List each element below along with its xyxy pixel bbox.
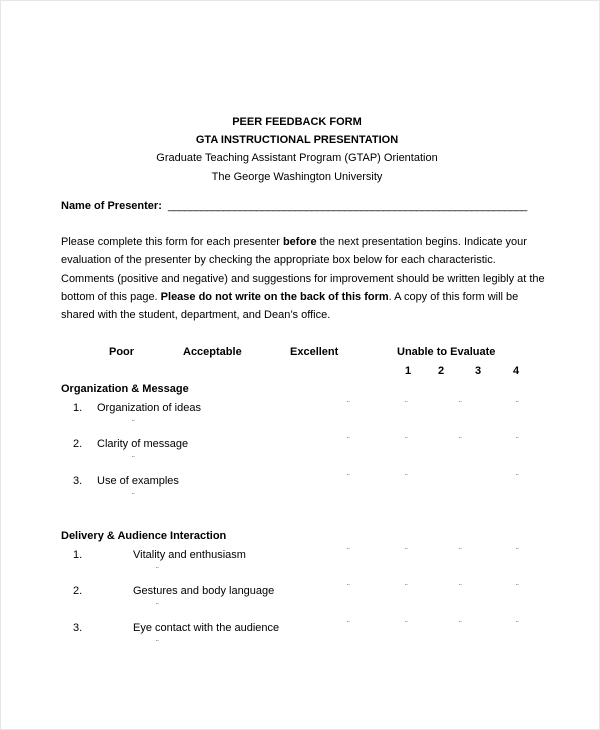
checkbox-poor[interactable]: ¨ — [132, 492, 135, 501]
checkbox-rating-3[interactable]: ¨ — [459, 400, 462, 409]
form-subtitle: GTA INSTRUCTIONAL PRESENTATION — [195, 134, 399, 146]
checkbox-rating-4[interactable]: ¨ — [516, 583, 519, 592]
item-label-use-of-examples: Use of examples — [97, 475, 179, 487]
rating-unable-label: Unable to Evaluate — [397, 346, 496, 358]
checkbox-rating-3[interactable]: ¨ — [459, 583, 462, 592]
checkbox-rating-4[interactable]: ¨ — [516, 473, 519, 482]
checkbox-rating-3[interactable]: ¨ — [459, 620, 462, 629]
rating-acceptable-label: Acceptable — [183, 346, 242, 358]
checkbox-excellent[interactable]: ¨ — [347, 473, 350, 482]
item-number: 3. — [73, 622, 83, 634]
form-title: PEER FEEDBACK FORM — [232, 116, 362, 128]
item-number: 3. — [73, 475, 83, 487]
checkbox-rating-4[interactable]: ¨ — [516, 436, 519, 445]
checkbox-rating-1[interactable]: ¨ — [405, 620, 408, 629]
instructions-line-3: Comments (positive and negative) and suggestions for improvement should be written legibly at the — [61, 273, 545, 285]
item-number: 2. — [73, 585, 83, 597]
presenter-name-field[interactable]: _________________________________________________________________ — [167, 200, 527, 212]
rating-number-1: 1 — [405, 365, 412, 377]
item-label-clarity-of-message: Clarity of message — [97, 438, 189, 450]
checkbox-poor[interactable]: ¨ — [132, 455, 135, 464]
item-number: 1. — [73, 549, 83, 561]
rating-poor-label: Poor — [109, 346, 135, 358]
checkbox-rating-1[interactable]: ¨ — [405, 436, 408, 445]
checkbox-poor[interactable]: ¨ — [156, 602, 159, 611]
presenter-row — [61, 200, 527, 212]
checkbox-excellent[interactable]: ¨ — [347, 547, 350, 556]
checkbox-rating-3[interactable]: ¨ — [459, 547, 462, 556]
instructions-text: the next presentation begins. Indicate your — [316, 236, 527, 248]
rating-number-4: 4 — [513, 365, 520, 377]
checkbox-rating-4[interactable]: ¨ — [516, 547, 519, 556]
checkbox-excellent[interactable]: ¨ — [347, 583, 350, 592]
instructions-line-1 — [61, 236, 527, 248]
instructions-line-2: evaluation of the presenter by checking the appropriate box below for each characteristic. — [61, 254, 496, 266]
university-name: The George Washington University — [211, 171, 383, 183]
checkbox-excellent[interactable]: ¨ — [347, 436, 350, 445]
item-label-gestures-and-body-language: Gestures and body language — [133, 585, 275, 597]
checkbox-rating-1[interactable]: ¨ — [405, 400, 408, 409]
checkbox-rating-4[interactable]: ¨ — [516, 400, 519, 409]
checkbox-excellent[interactable]: ¨ — [347, 400, 350, 409]
checkbox-rating-1[interactable]: ¨ — [405, 473, 408, 482]
item-label-eye-contact: Eye contact with the audience — [133, 622, 280, 634]
instructions-line-4 — [61, 291, 518, 303]
program-name: Graduate Teaching Assistant Program (GTAP) Orientation — [156, 152, 438, 164]
instructions-line-5: shared with the student, department, and Dean’s office. — [61, 309, 331, 321]
instructions-text: Please complete this form for each presenter — [61, 236, 283, 248]
rating-number-2: 2 — [438, 365, 445, 377]
rating-number-3: 3 — [475, 365, 482, 377]
checkbox-poor[interactable]: ¨ — [156, 639, 159, 648]
checkbox-poor[interactable]: ¨ — [156, 566, 159, 575]
item-number: 1. — [73, 402, 83, 414]
instructions-emphasis: before — [282, 236, 317, 248]
presenter-label: Name of Presenter: — [61, 200, 162, 212]
checkbox-rating-3[interactable]: ¨ — [459, 436, 462, 445]
section-title-organization: Organization & Message — [61, 383, 189, 395]
checkbox-excellent[interactable]: ¨ — [347, 620, 350, 629]
item-label-organization-of-ideas: Organization of ideas — [97, 402, 201, 414]
item-label-vitality-and-enthusiasm: Vitality and enthusiasm — [133, 549, 246, 561]
instructions-text: . A copy of this form will be — [388, 291, 519, 303]
checkbox-rating-4[interactable]: ¨ — [516, 620, 519, 629]
checkbox-rating-1[interactable]: ¨ — [405, 547, 408, 556]
checkbox-rating-1[interactable]: ¨ — [405, 583, 408, 592]
instructions-emphasis: Please do not write on the back of this form — [160, 291, 389, 303]
section-title-delivery: Delivery & Audience Interaction — [61, 530, 227, 542]
checkbox-poor[interactable]: ¨ — [132, 419, 135, 428]
item-number: 2. — [73, 438, 83, 450]
instructions-text: bottom of this page. — [61, 291, 161, 303]
rating-excellent-label: Excellent — [290, 346, 339, 358]
